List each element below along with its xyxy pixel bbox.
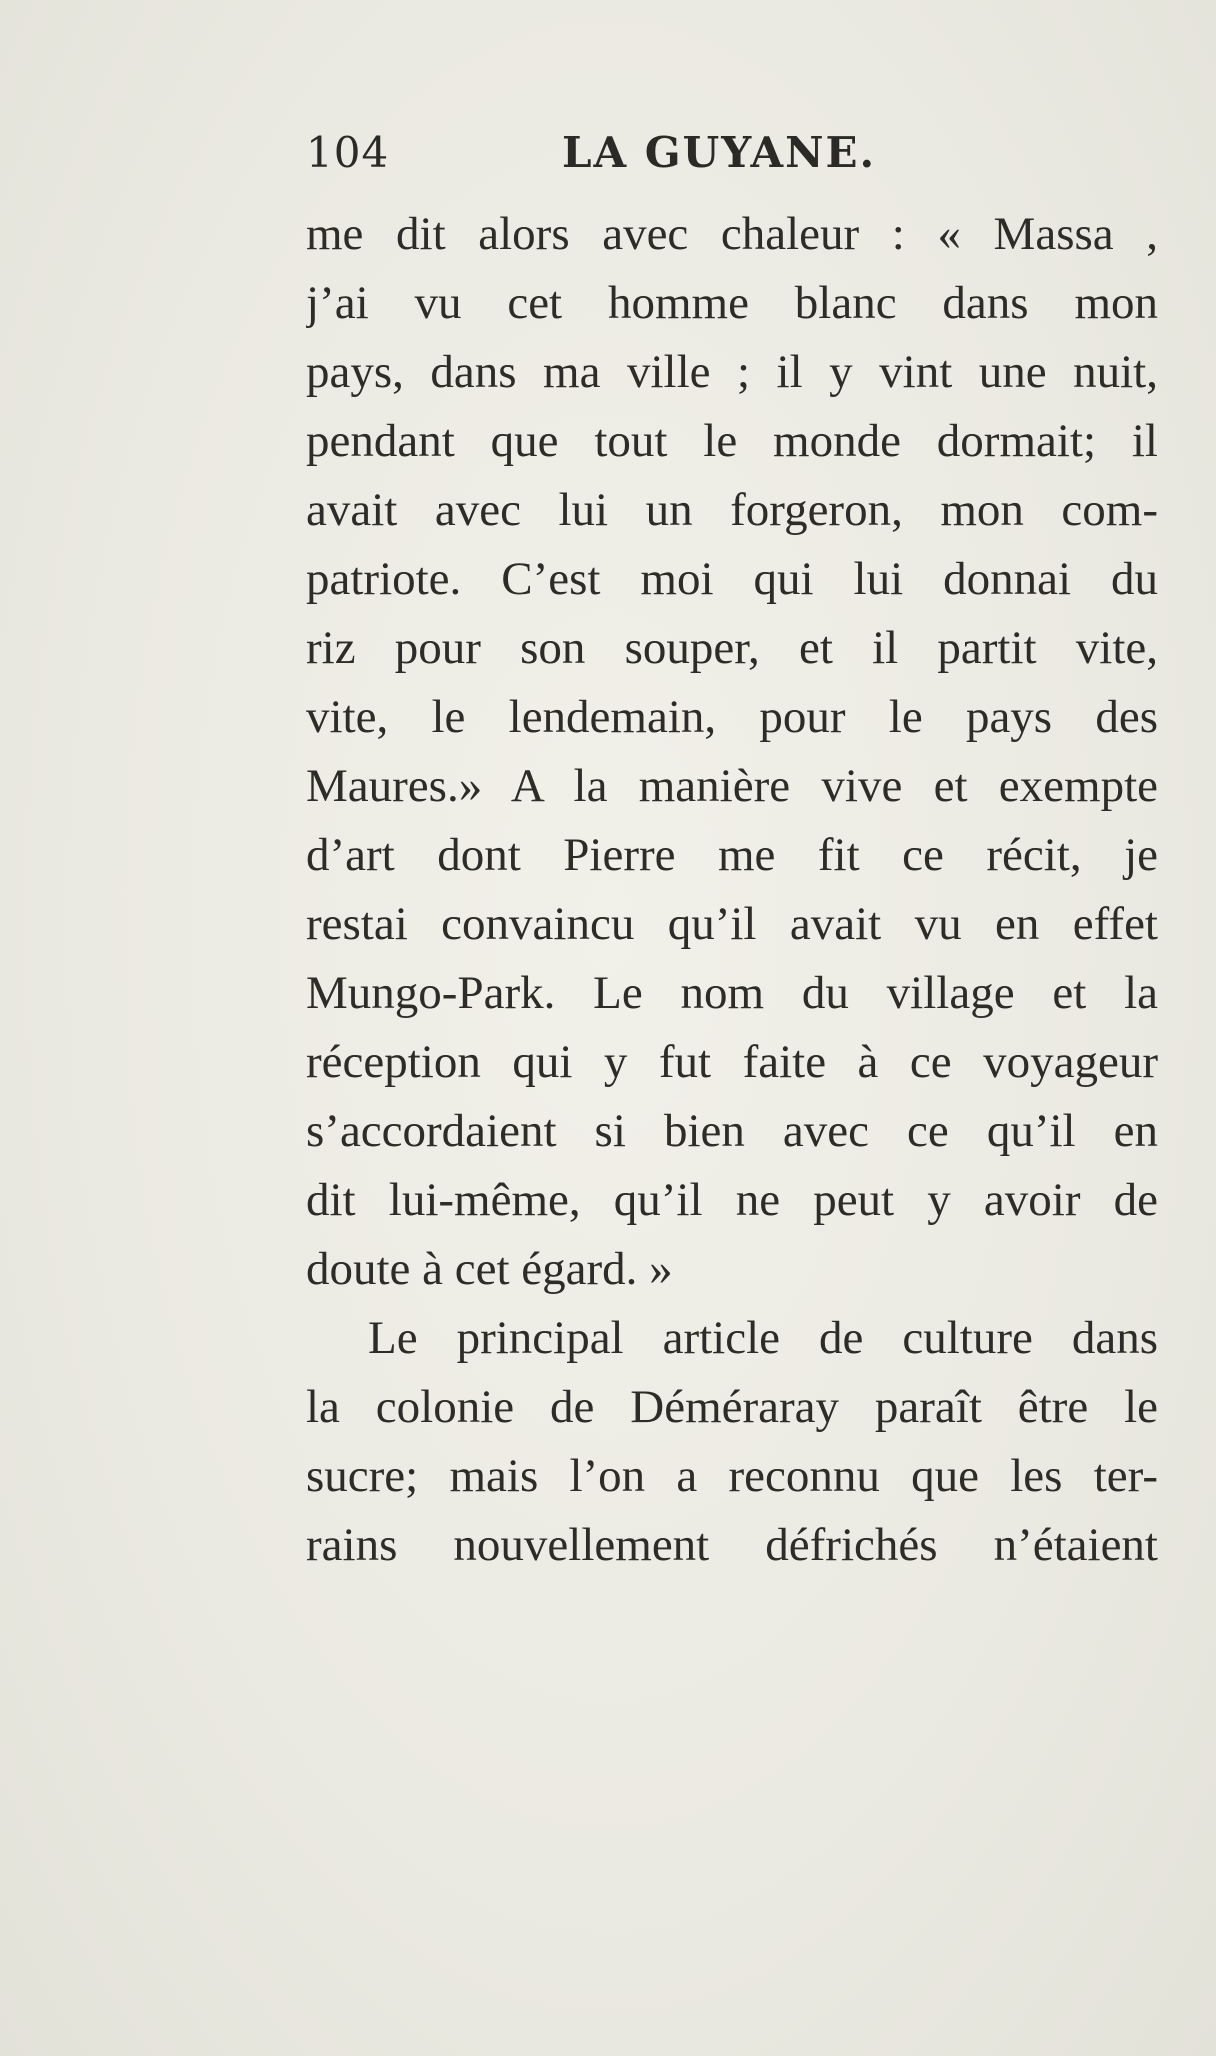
running-head: LA GUYANE. [562, 128, 877, 177]
text-line: j’ai vu cet homme blanc dans mon [306, 277, 1158, 329]
paragraph-start-line: Le principal article de culture dans [368, 1312, 1158, 1364]
text-line: riz pour son souper, et il partit vite, [306, 622, 1158, 674]
text-line: patriote. C’est moi qui lui donnai du [306, 553, 1158, 605]
text-line: s’accordaient si bien avec ce qu’il en [306, 1105, 1158, 1157]
text-line: la colonie de Déméraray paraît être le [306, 1381, 1158, 1433]
text-line: réception qui y fut faite à ce voyageur [306, 1036, 1158, 1088]
text-line: restai convaincu qu’il avait vu en effet [306, 898, 1158, 950]
text-line: avait avec lui un forgeron, mon com- [306, 484, 1158, 536]
page-header [306, 118, 902, 188]
body-text [306, 200, 1158, 1580]
paragraph-end-line: doute à cet égard. » [306, 1243, 673, 1295]
text-line: Maures.» A la manière vive et exempte [306, 760, 1158, 812]
page-number: 104 [306, 128, 390, 177]
text-line: pays, dans ma ville ; il y vint une nuit, [306, 346, 1158, 398]
text-line: Mungo-Park. Le nom du village et la [306, 967, 1158, 1019]
text-line: pendant que tout le monde dormait; il [306, 415, 1158, 467]
text-line: dit lui-même, qu’il ne peut y avoir de [306, 1174, 1158, 1226]
text-line: d’art dont Pierre me fit ce récit, je [306, 829, 1158, 881]
text-line: vite, le lendemain, pour le pays des [306, 691, 1158, 743]
text-line: rains nouvellement défrichés n’étaient [306, 1519, 1158, 1571]
text-line: sucre; mais l’on a reconnu que les ter- [306, 1450, 1158, 1502]
text-line: me dit alors avec chaleur : « Massa , [306, 208, 1158, 260]
